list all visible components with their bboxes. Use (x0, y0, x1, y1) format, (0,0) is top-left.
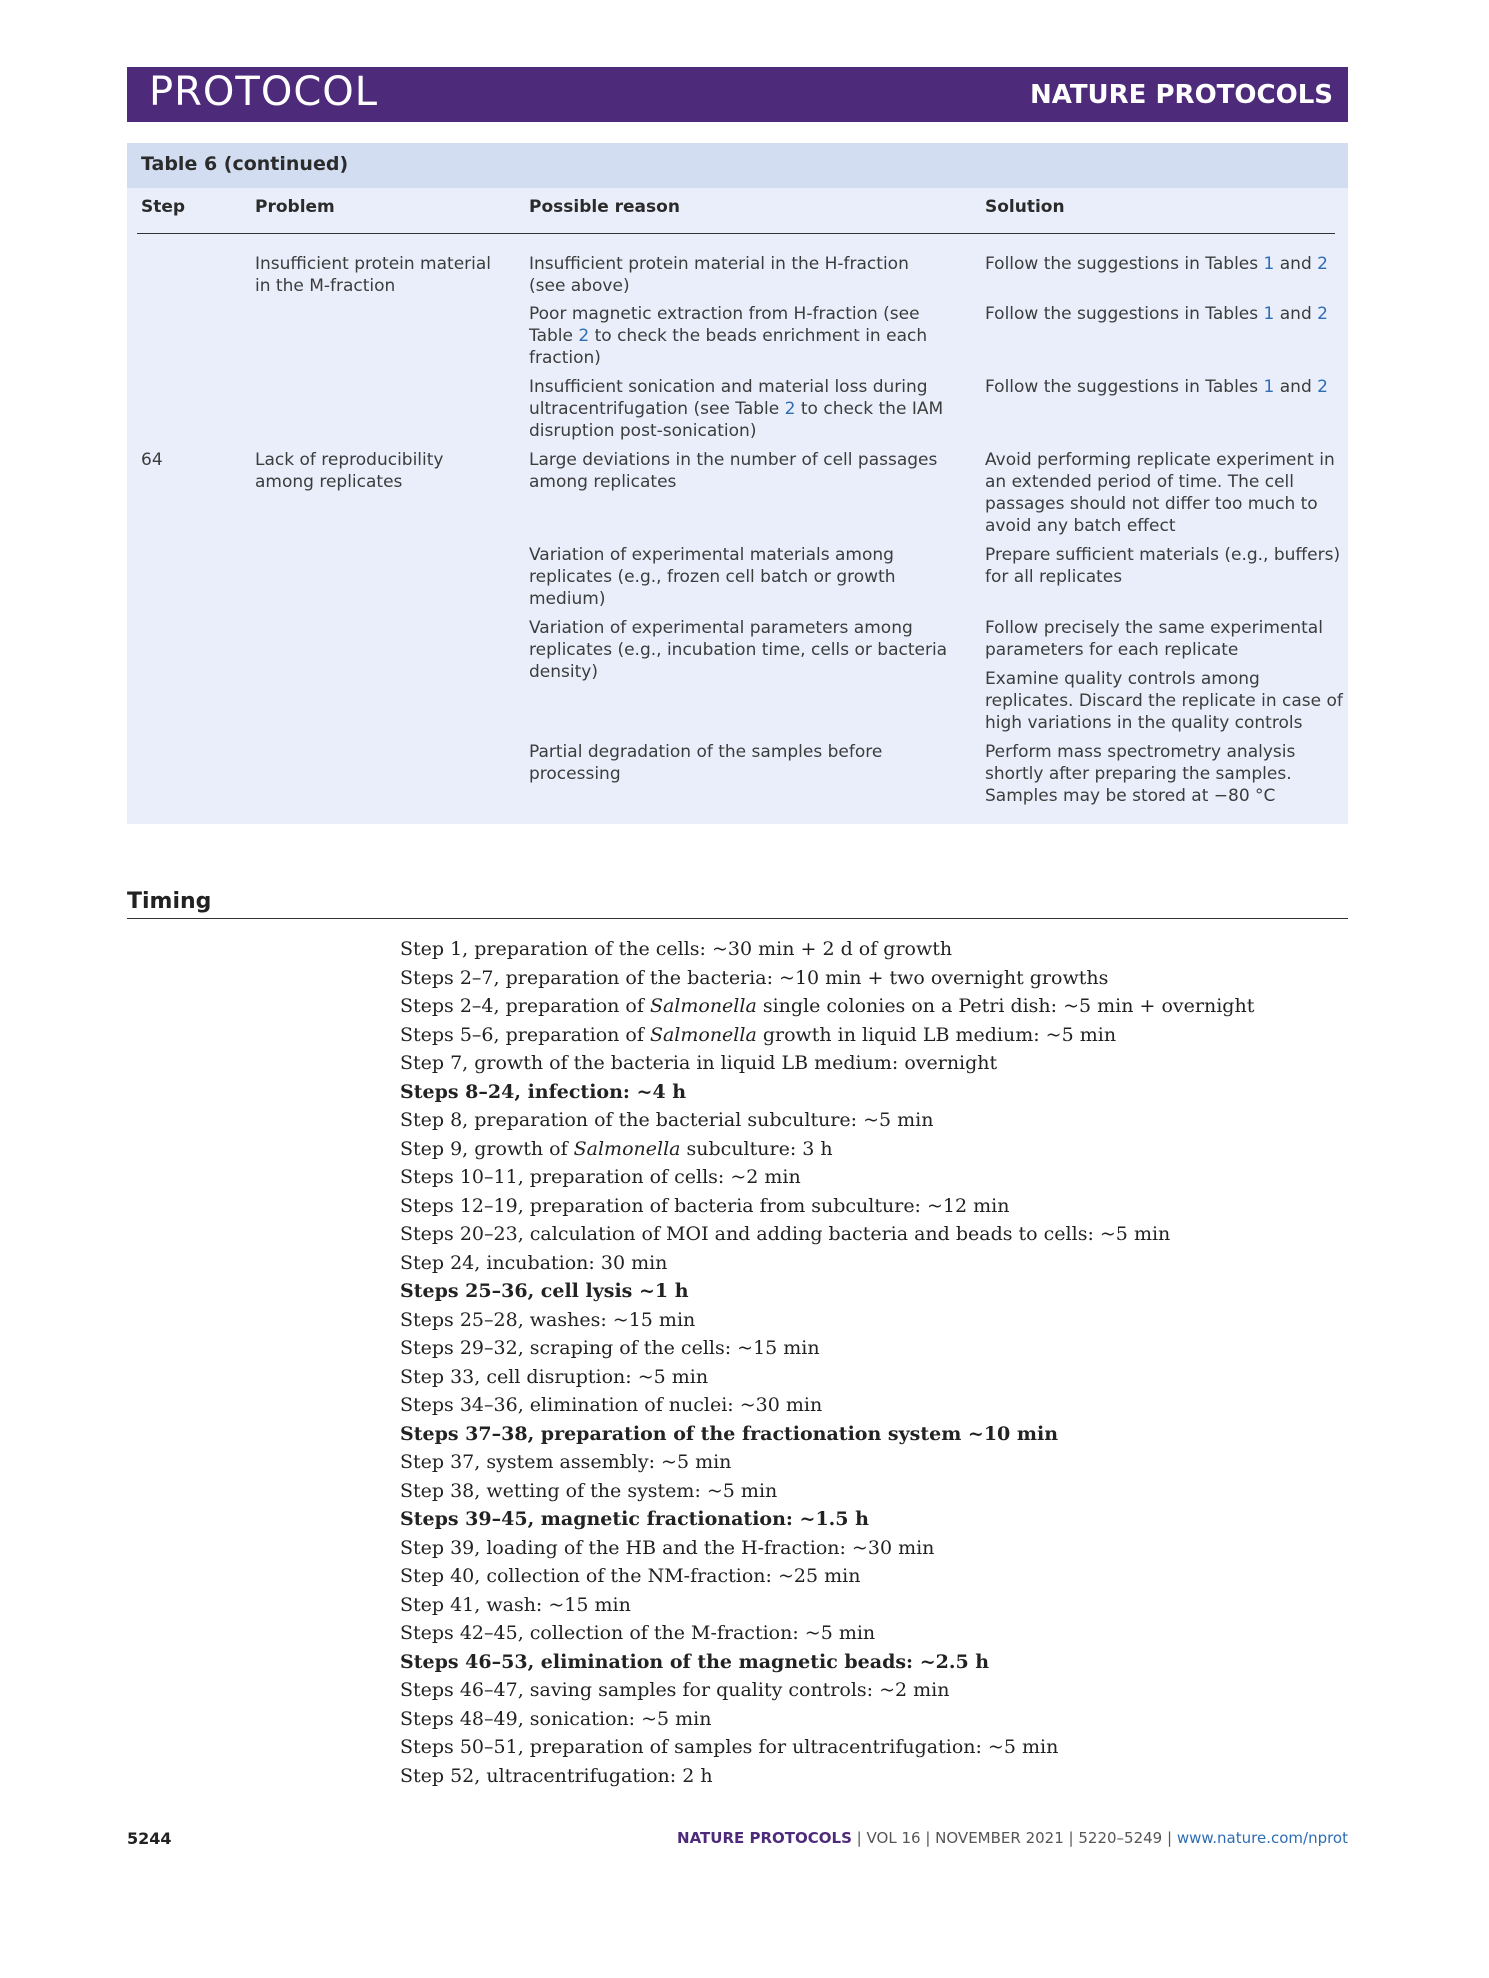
timing-line: Step 38, wetting of the system: ~5 min (400, 1479, 778, 1502)
table-cell-reason: Poor magnetic extraction from H-fraction (see Table 2 to check the beads enrichment in each fraction) (529, 304, 928, 368)
col-header-step: Step (141, 197, 186, 217)
timing-line: Step 41, wash: ~15 min (400, 1593, 631, 1616)
timing-line: Steps 50–51, preparation of samples for ultracentrifugation: ~5 min (400, 1736, 1059, 1758)
timing-line: Steps 46–47, saving samples for quality controls: ~2 min (400, 1679, 950, 1701)
timing-line: Steps 10–11, preparation of cells: ~2 min (400, 1166, 801, 1188)
timing-line: Steps 48–49, sonication: ~5 min (400, 1707, 712, 1730)
timing-line: Steps 20–23, calculation of MOI and adding bacteria and beads to cells: ~5 min (400, 1223, 1171, 1245)
timing-line: Steps 2–4, preparation of Salmonella single colonies on a Petri dish: ~5 min + overnight (400, 995, 1255, 1017)
timing-line: Step 39, loading of the HB and the H-fraction: ~30 min (400, 1536, 935, 1559)
header-rule (137, 233, 1335, 234)
table-cell-solution: Avoid performing replicate experiment in an extended period of time. The cell passages should not differ too much to avoid any batch effect (985, 450, 1335, 536)
timing-line: Step 7, growth of the bacteria in liquid LB medium: overnight (400, 1052, 998, 1074)
journal-label: NATURE PROTOCOLS (1029, 80, 1333, 110)
table-cell-solution: Follow the suggestions in Tables 1 and 2 (985, 304, 1328, 324)
footer-journal: NATURE PROTOCOLS (677, 1829, 852, 1847)
timing-line: Step 33, cell disruption: ~5 min (400, 1365, 709, 1388)
timing-list (400, 935, 1320, 1790)
timing-line: Steps 29–32, scraping of the cells: ~15 min (400, 1337, 820, 1359)
timing-line: Steps 42–45, collection of the M-fraction: ~5 min (400, 1622, 876, 1644)
timing-group-heading: Steps 46–53, elimination of the magnetic beads: ~2.5 h (400, 1650, 990, 1673)
timing-group-heading: Steps 8–24, infection: ~4 h (400, 1080, 687, 1103)
table-cell-step: 64 (141, 450, 163, 470)
timing-line: Steps 12–19, preparation of bacteria from subculture: ~12 min (400, 1194, 1010, 1217)
col-header-solution: Solution (985, 197, 1065, 217)
table-cell-solution: Follow the suggestions in Tables 1 and 2 (985, 377, 1328, 397)
header-banner (127, 67, 1348, 122)
table-cell-problem: Lack of reproducibility among replicates (255, 450, 444, 492)
timing-rule (127, 918, 1348, 919)
timing-line: Steps 25–28, washes: ~15 min (400, 1308, 696, 1331)
timing-line: Step 24, incubation: 30 min (400, 1251, 668, 1274)
footer-date: NOVEMBER 2021 (935, 1829, 1064, 1847)
timing-line: Steps 34–36, elimination of nuclei: ~30 min (400, 1394, 823, 1416)
timing-line: Step 52, ultracentrifugation: 2 h (400, 1764, 713, 1787)
table-caption: Table 6 (continued) (141, 153, 349, 175)
timing-line: Step 8, preparation of the bacterial subculture: ~5 min (400, 1109, 934, 1131)
footer-volume: VOL 16 (866, 1829, 921, 1847)
footer-pages: 5220–5249 (1078, 1829, 1163, 1847)
table-caption-bar (127, 143, 1348, 188)
page-number: 5244 (127, 1829, 172, 1848)
table-cell-problem: Insufficient protein material in the M-fraction (255, 254, 492, 296)
timing-line: Step 40, collection of the NM-fraction: ~25 min (400, 1565, 861, 1587)
section-label: PROTOCOL (149, 69, 379, 115)
timing-group-heading: Steps 39–45, magnetic fractionation: ~1.5 h (400, 1508, 869, 1530)
table-cell-solution: Examine quality controls among replicates. Discard the replicate in case of high variations in the quality controls (985, 669, 1343, 733)
timing-line: Steps 5–6, preparation of Salmonella growth in liquid LB medium: ~5 min (400, 1023, 1117, 1046)
table-cell-reason: Large deviations in the number of cell passages among replicates (529, 450, 938, 492)
col-header-reason: Possible reason (529, 197, 680, 217)
timing-line: Step 37, system assembly: ~5 min (400, 1451, 732, 1473)
timing-line: Step 1, preparation of the cells: ~30 min + 2 d of growth (400, 938, 953, 960)
table-cell-solution: Prepare sufficient materials (e.g., buffers) for all replicates (985, 545, 1341, 587)
troubleshooting-table (127, 143, 1348, 824)
table-cell-reason: Insufficient protein material in the H-fraction (see above) (529, 254, 909, 296)
timing-group-heading: Steps 37–38, preparation of the fractionation system ~10 min (400, 1422, 1059, 1445)
table-cell-solution: Follow precisely the same experimental parameters for each replicate (985, 618, 1323, 660)
timing-group-heading: Steps 25–36, cell lysis ~1 h (400, 1280, 689, 1302)
timing-line: Step 9, growth of Salmonella subculture: 3 h (400, 1137, 833, 1160)
table-cell-reason: Partial degradation of the samples before processing (529, 742, 883, 784)
footer-url-link[interactable]: www.nature.com/nprot (1176, 1829, 1348, 1847)
table-cell-solution: Follow the suggestions in Tables 1 and 2 (985, 254, 1328, 274)
timing-heading: Timing (127, 889, 212, 914)
table-cell-reason: Variation of experimental materials among replicates (e.g., frozen cell batch or growth medium) (529, 545, 896, 609)
footer-citation: NATURE PROTOCOLS | VOL 16 | NOVEMBER 2021 | 5220–5249 | www.nature.com/nprot (677, 1829, 1348, 1847)
table-cell-solution: Perform mass spectrometry analysis shortly after preparing the samples. Samples may be stored at −80 °C (985, 742, 1296, 806)
timing-line: Steps 2–7, preparation of the bacteria: ~10 min + two overnight growths (400, 966, 1109, 989)
table-cell-reason: Insufficient sonication and material loss during ultracentrifugation (see Table 2 to check the IAM disruption post-sonication) (529, 377, 944, 441)
table-cell-reason: Variation of experimental parameters among replicates (e.g., incubation time, cells or bacteria density) (529, 618, 948, 682)
col-header-problem: Problem (255, 197, 335, 217)
